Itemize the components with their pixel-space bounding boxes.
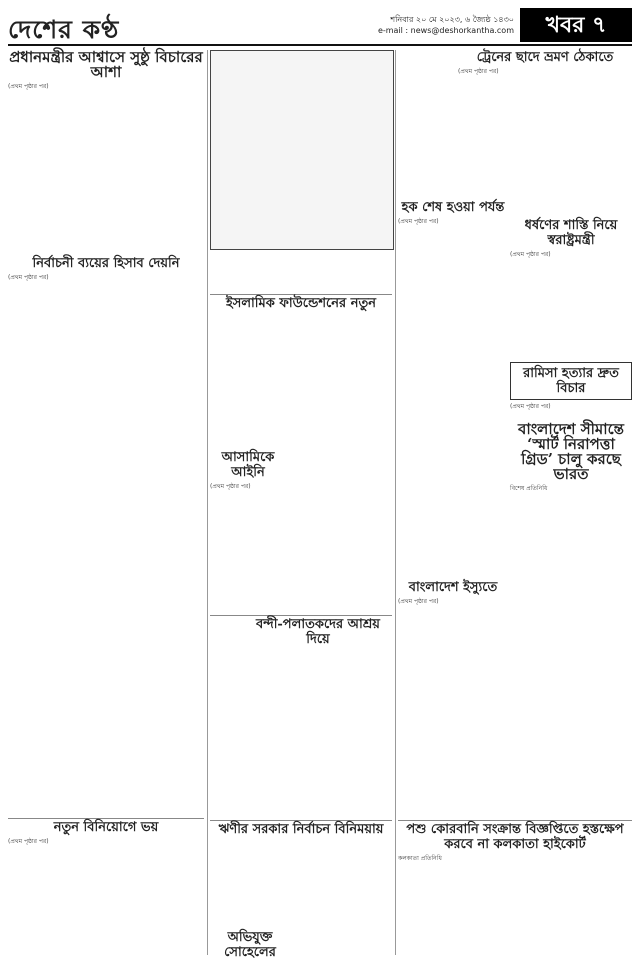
headline: আসামিকে আইনি [221, 450, 275, 480]
story-accused-rescue [210, 930, 290, 958]
column-1 [8, 50, 204, 955]
byline: (প্রথম পৃষ্ঠার পর) [8, 274, 49, 281]
byline: (প্রথম পৃষ্ঠার পর) [398, 598, 439, 605]
date-line: শনিবার ২০ মে ২০২৩, ৬ জ্যৈষ্ঠ ১৪৩০ [390, 15, 514, 24]
column-divider [395, 50, 396, 955]
story-home-minister [510, 218, 632, 298]
byline: (প্রথম পৃষ্ঠার পর) [8, 838, 49, 845]
headline: বন্দী-পলাতকদের আশ্রয় দিয়ে [256, 617, 380, 647]
story-continued-top [210, 50, 394, 250]
headline: ধর্ষণের শাস্তি নিয়ে স্বরাষ্ট্রমন্ত্রী [524, 218, 618, 248]
divider [210, 615, 392, 616]
byline: (প্রথম পৃষ্ঠার পর) [398, 218, 439, 225]
story-dawn-end [398, 200, 508, 260]
headline: বাংলাদেশ সীমান্তে ‘স্মার্ট নিরাপত্তা গ্রিড’ চালু করছে ভারত [518, 420, 624, 483]
story-new-investment [8, 820, 204, 955]
byline: কলকাতা প্রতিনিধি [398, 855, 442, 862]
story-train-roof [458, 50, 632, 200]
section-label-box [520, 8, 632, 42]
column-2 [210, 50, 392, 960]
email-line: e-mail : news@deshorkantha.com [377, 26, 514, 35]
headline: বাংলাদেশ ইস্যুতে [408, 580, 498, 595]
divider [210, 820, 392, 821]
dateline [378, 14, 514, 36]
headline: রামিসা হত্যার দ্রুত বিচার [510, 362, 632, 400]
column-3 [398, 50, 632, 955]
byline: (প্রথম পৃষ্ঠার পর) [210, 483, 251, 490]
byline: (প্রথম পৃষ্ঠার পর) [458, 68, 499, 75]
story-amnesty [210, 450, 286, 570]
story-bangladesh-issue [398, 580, 508, 670]
headline: ইসলামিক ফাউন্ডেশনের নতুন [226, 296, 376, 311]
story-prisoner-relatives [248, 617, 388, 647]
headline: নির্বাচনী ব্যয়ের হিসাব দেয়নি [32, 256, 180, 271]
headline: পশু কোরবানি সংক্রান্ত বিজ্ঞপ্তিতে হস্তক্ষেপ করবে না কলকাতা হাইকোর্ট [406, 822, 624, 852]
divider [210, 294, 392, 295]
section-label: খবর [545, 12, 585, 38]
story-ramisa-murder [510, 362, 632, 422]
story-smart-grid [510, 422, 632, 552]
divider [8, 818, 204, 819]
byline: (প্রথম পৃষ্ঠার পর) [510, 403, 551, 410]
page-number: ৭ [592, 12, 607, 38]
masthead [8, 8, 632, 46]
headline: প্রধানমন্ত্রীর আশ্বাসে সুষ্ঠু বিচারের আশা [9, 48, 203, 81]
story-animal-cruelty [398, 822, 632, 962]
story-islamic-foundation [210, 296, 392, 316]
divider [398, 820, 632, 821]
paper-name: দেশের কণ্ঠ [8, 15, 120, 44]
headline: হক শেষ হওয়া পর্যন্ত [401, 200, 505, 215]
story-election-account [8, 256, 204, 816]
headline: ঋণীর সরকার নির্বাচন বিনিময়ায় [218, 822, 384, 837]
story-loan-govt [210, 822, 392, 840]
byline: বিশেষ প্রতিনিধি [510, 485, 548, 492]
byline: (প্রথম পৃষ্ঠার পর) [8, 83, 49, 90]
byline: (প্রথম পৃষ্ঠার পর) [510, 251, 551, 258]
story-pm-hope [8, 50, 204, 255]
headline: নতুন বিনিয়োগে ভয় [53, 820, 159, 835]
headline: ট্রেনের ছাদে ভ্রমণ ঠেকাতে [476, 50, 614, 65]
column-divider [207, 50, 208, 955]
headline: অভিযুক্ত সোহেলের [224, 930, 276, 960]
